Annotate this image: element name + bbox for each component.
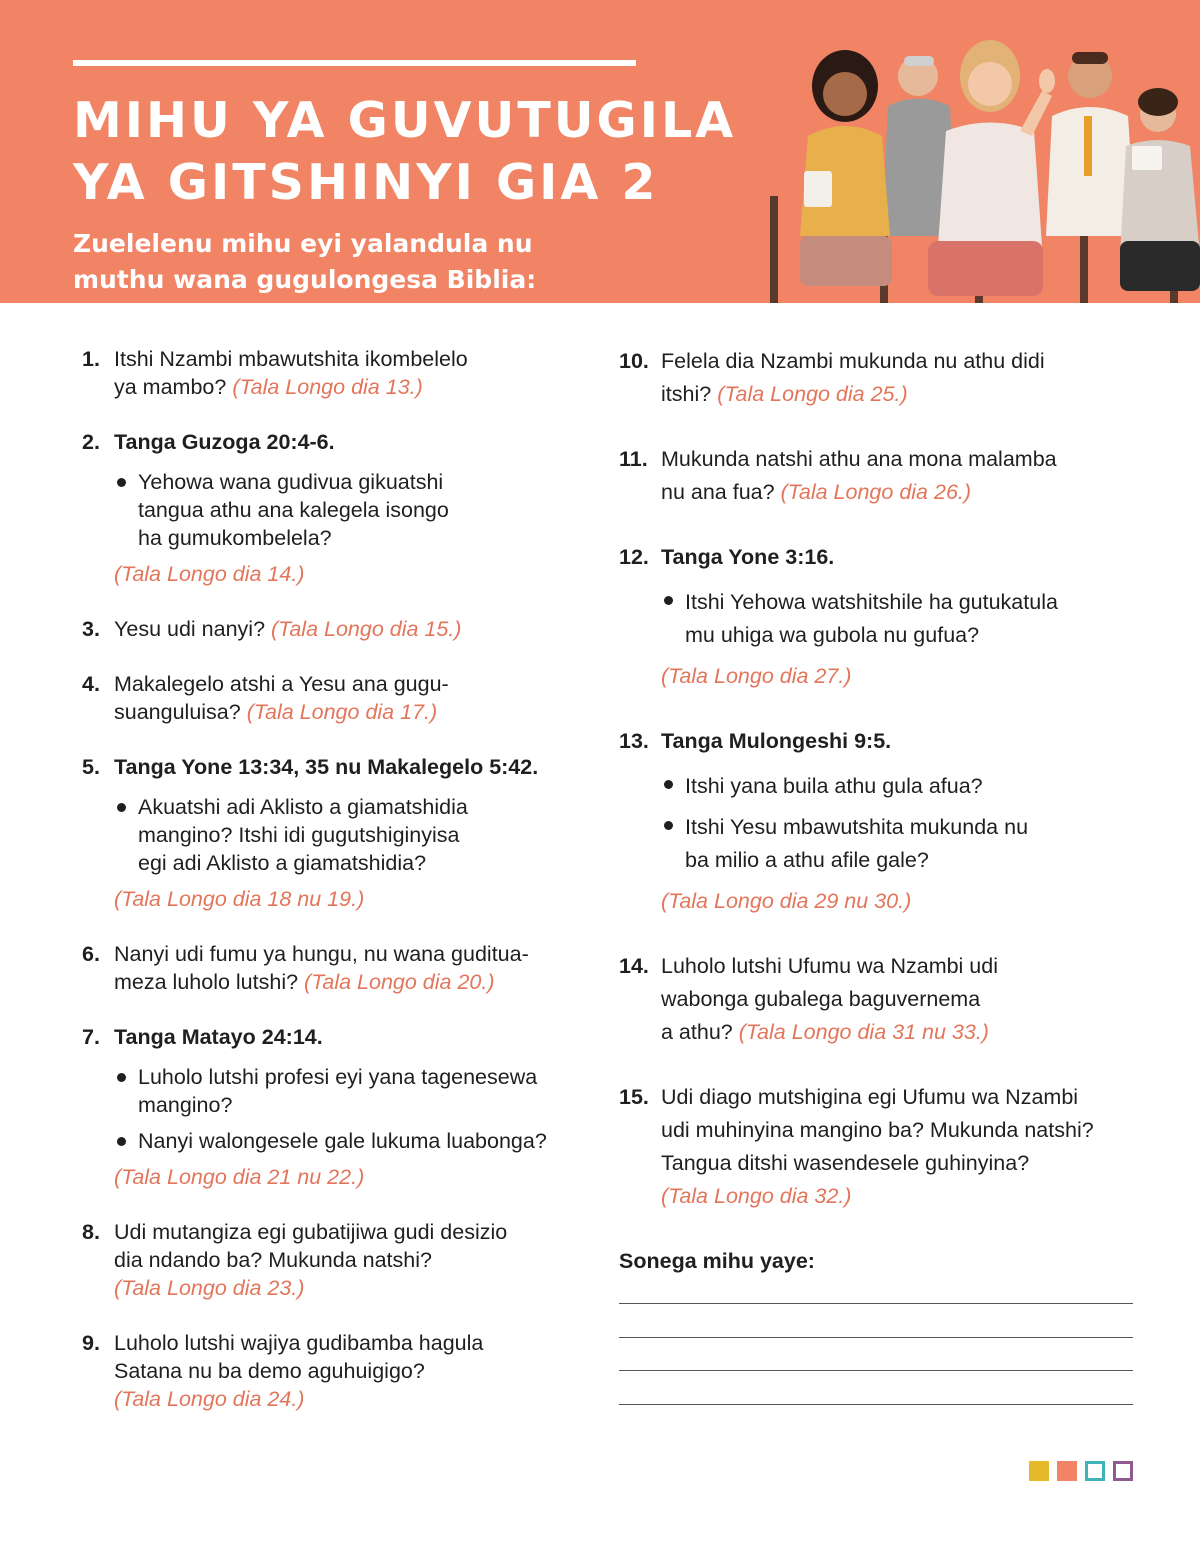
bullet-item: Itshi Yehowa watshitshile ha gutukatula mu uhiga wa gubola nu gufua?: [685, 586, 1139, 652]
reference-text: (Tala Longo dia 29 nu 30.): [661, 889, 912, 913]
scripture-instruction: Tanga Yone 13:34, 35 nu Makalegelo 5:42.: [114, 755, 539, 779]
bullet-item: Nanyi walongesele gale lukuma luabonga?: [138, 1127, 582, 1155]
question-text: Udi diago mutshigina egi Ufumu wa Nzambi: [661, 1085, 1079, 1109]
people-illustration: [760, 36, 1200, 303]
question-9: [82, 1329, 582, 1413]
reference-text: (Tala Longo dia 32.): [661, 1184, 852, 1208]
reference-text: (Tala Longo dia 14.): [114, 562, 305, 586]
question-text: itshi?: [661, 382, 712, 406]
additional-questions-heading: Sonega mihu yaye:: [619, 1249, 815, 1273]
reference-text: (Tala Longo dia 23.): [114, 1276, 305, 1300]
question-number: 10.: [619, 349, 649, 373]
square-teal-outline: [1085, 1461, 1105, 1481]
reference-text: (Tala Longo dia 31 nu 33.): [738, 1020, 989, 1044]
questions-left-column: [82, 345, 582, 1413]
question-text: a athu?: [661, 1020, 733, 1044]
question-text: Luholo lutshi Ufumu wa Nzambi udi: [661, 954, 998, 978]
header-banner: [0, 0, 1200, 303]
question-number: 5.: [82, 755, 100, 779]
question-number: 13.: [619, 729, 649, 753]
question-5: [82, 753, 582, 913]
page-title: [73, 90, 736, 214]
bullet-item: Itshi yana buila athu gula afua?: [685, 770, 1139, 803]
question-number: 6.: [82, 942, 100, 966]
header-rule: [73, 60, 636, 66]
question-text: Nanyi udi fumu ya hungu, nu wana guditua-: [114, 942, 529, 966]
answer-line[interactable]: [619, 1303, 1133, 1304]
answer-line[interactable]: [619, 1404, 1133, 1405]
square-yellow: [1029, 1461, 1049, 1481]
question-11: [619, 443, 1139, 509]
reference-text: (Tala Longo dia 21 nu 22.): [114, 1165, 365, 1189]
question-10: [619, 345, 1139, 411]
question-text: dia ndando ba? Mukunda natshi?: [114, 1248, 432, 1272]
square-orange: [1057, 1461, 1077, 1481]
question-text: Felela dia Nzambi mukunda nu athu didi: [661, 349, 1045, 373]
reference-text: (Tala Longo dia 17.): [246, 700, 438, 724]
question-14: [619, 950, 1139, 1049]
question-text: Yesu udi nanyi?: [114, 617, 266, 641]
reference-text: (Tala Longo dia 15.): [271, 617, 462, 641]
questions-right-column: [619, 345, 1139, 1213]
bullet-item: Yehowa wana gudivua gikuatshi tangua athu ana kalegela isongo ha gumukombelela?: [138, 468, 582, 552]
question-number: 4.: [82, 672, 100, 696]
question-text: Itshi Nzambi mbawutshita ikombelelo: [114, 347, 468, 371]
question-text: suanguluisa?: [114, 700, 241, 724]
question-number: 8.: [82, 1220, 100, 1244]
question-number: 9.: [82, 1331, 100, 1355]
question-text: Mukunda natshi athu ana mona malamba: [661, 447, 1057, 471]
question-number: 3.: [82, 617, 100, 641]
subtitle-line-1: Zuelelenu mihu eyi yalandula nu: [73, 229, 533, 258]
reference-text: (Tala Longo dia 18 nu 19.): [114, 887, 365, 911]
question-number: 12.: [619, 545, 649, 569]
page-subtitle: [73, 226, 633, 298]
subtitle-line-2: muthu wana gugulongesa Biblia:: [73, 265, 537, 294]
question-15: [619, 1081, 1139, 1213]
question-number: 15.: [619, 1085, 649, 1109]
question-number: 1.: [82, 347, 100, 371]
scripture-instruction: Tanga Mulongeshi 9:5.: [661, 729, 892, 753]
title-line-1: MIHU YA GUVUTUGILA: [73, 92, 737, 149]
question-13: [619, 725, 1139, 918]
question-text: Satana nu ba demo aguhuigigo?: [114, 1359, 425, 1383]
scripture-instruction: Tanga Matayo 24:14.: [114, 1025, 323, 1049]
question-text: Tangua ditshi wasendesele guhinyina?: [661, 1151, 1030, 1175]
question-6: [82, 940, 582, 996]
question-text: wabonga gubalega baguvernema: [661, 987, 981, 1011]
bullet-item: Itshi Yesu mbawutshita mukunda nu ba milio a athu afile gale?: [685, 811, 1139, 877]
question-7: [82, 1023, 582, 1191]
question-1: [82, 345, 582, 401]
question-number: 11.: [619, 447, 648, 471]
question-4: [82, 670, 582, 726]
question-12: [619, 541, 1139, 693]
answer-line[interactable]: [619, 1370, 1133, 1371]
question-text: Udi mutangiza egi gubatijiwa gudi desizio: [114, 1220, 508, 1244]
question-number: 2.: [82, 430, 100, 454]
reference-text: (Tala Longo dia 27.): [661, 664, 852, 688]
square-purple-outline: [1113, 1461, 1133, 1481]
question-3: [82, 615, 582, 643]
reference-text: (Tala Longo dia 20.): [304, 970, 495, 994]
question-2: [82, 428, 582, 588]
question-text: Makalegelo atshi a Yesu ana gugu-: [114, 672, 449, 696]
question-8: [82, 1218, 582, 1302]
reference-text: (Tala Longo dia 26.): [780, 480, 972, 504]
question-text: ya mambo?: [114, 375, 227, 399]
answer-line[interactable]: [619, 1337, 1133, 1338]
scripture-instruction: Tanga Yone 3:16.: [661, 545, 835, 569]
reference-text: (Tala Longo dia 13.): [232, 375, 423, 399]
question-text: meza luholo lutshi?: [114, 970, 299, 994]
question-text: nu ana fua?: [661, 480, 775, 504]
question-number: 7.: [82, 1025, 100, 1049]
title-line-2: YA GITSHINYI GIA 2: [73, 154, 659, 211]
reference-text: (Tala Longo dia 24.): [114, 1387, 305, 1411]
question-text: Luholo lutshi wajiya gudibamba hagula: [114, 1331, 484, 1355]
reference-text: (Tala Longo dia 25.): [717, 382, 908, 406]
question-text: udi muhinyina mangino ba? Mukunda natshi?: [661, 1118, 1094, 1142]
bullet-item: Luholo lutshi profesi eyi yana tagenesewa mangino?: [138, 1063, 582, 1119]
bullet-item: Akuatshi adi Aklisto a giamatshidia mangino? Itshi idi gugutshiginyisa egi adi Aklisto a giamatshidia?: [138, 793, 582, 877]
scripture-instruction: Tanga Guzoga 20:4-6.: [114, 430, 335, 454]
question-number: 14.: [619, 954, 649, 978]
